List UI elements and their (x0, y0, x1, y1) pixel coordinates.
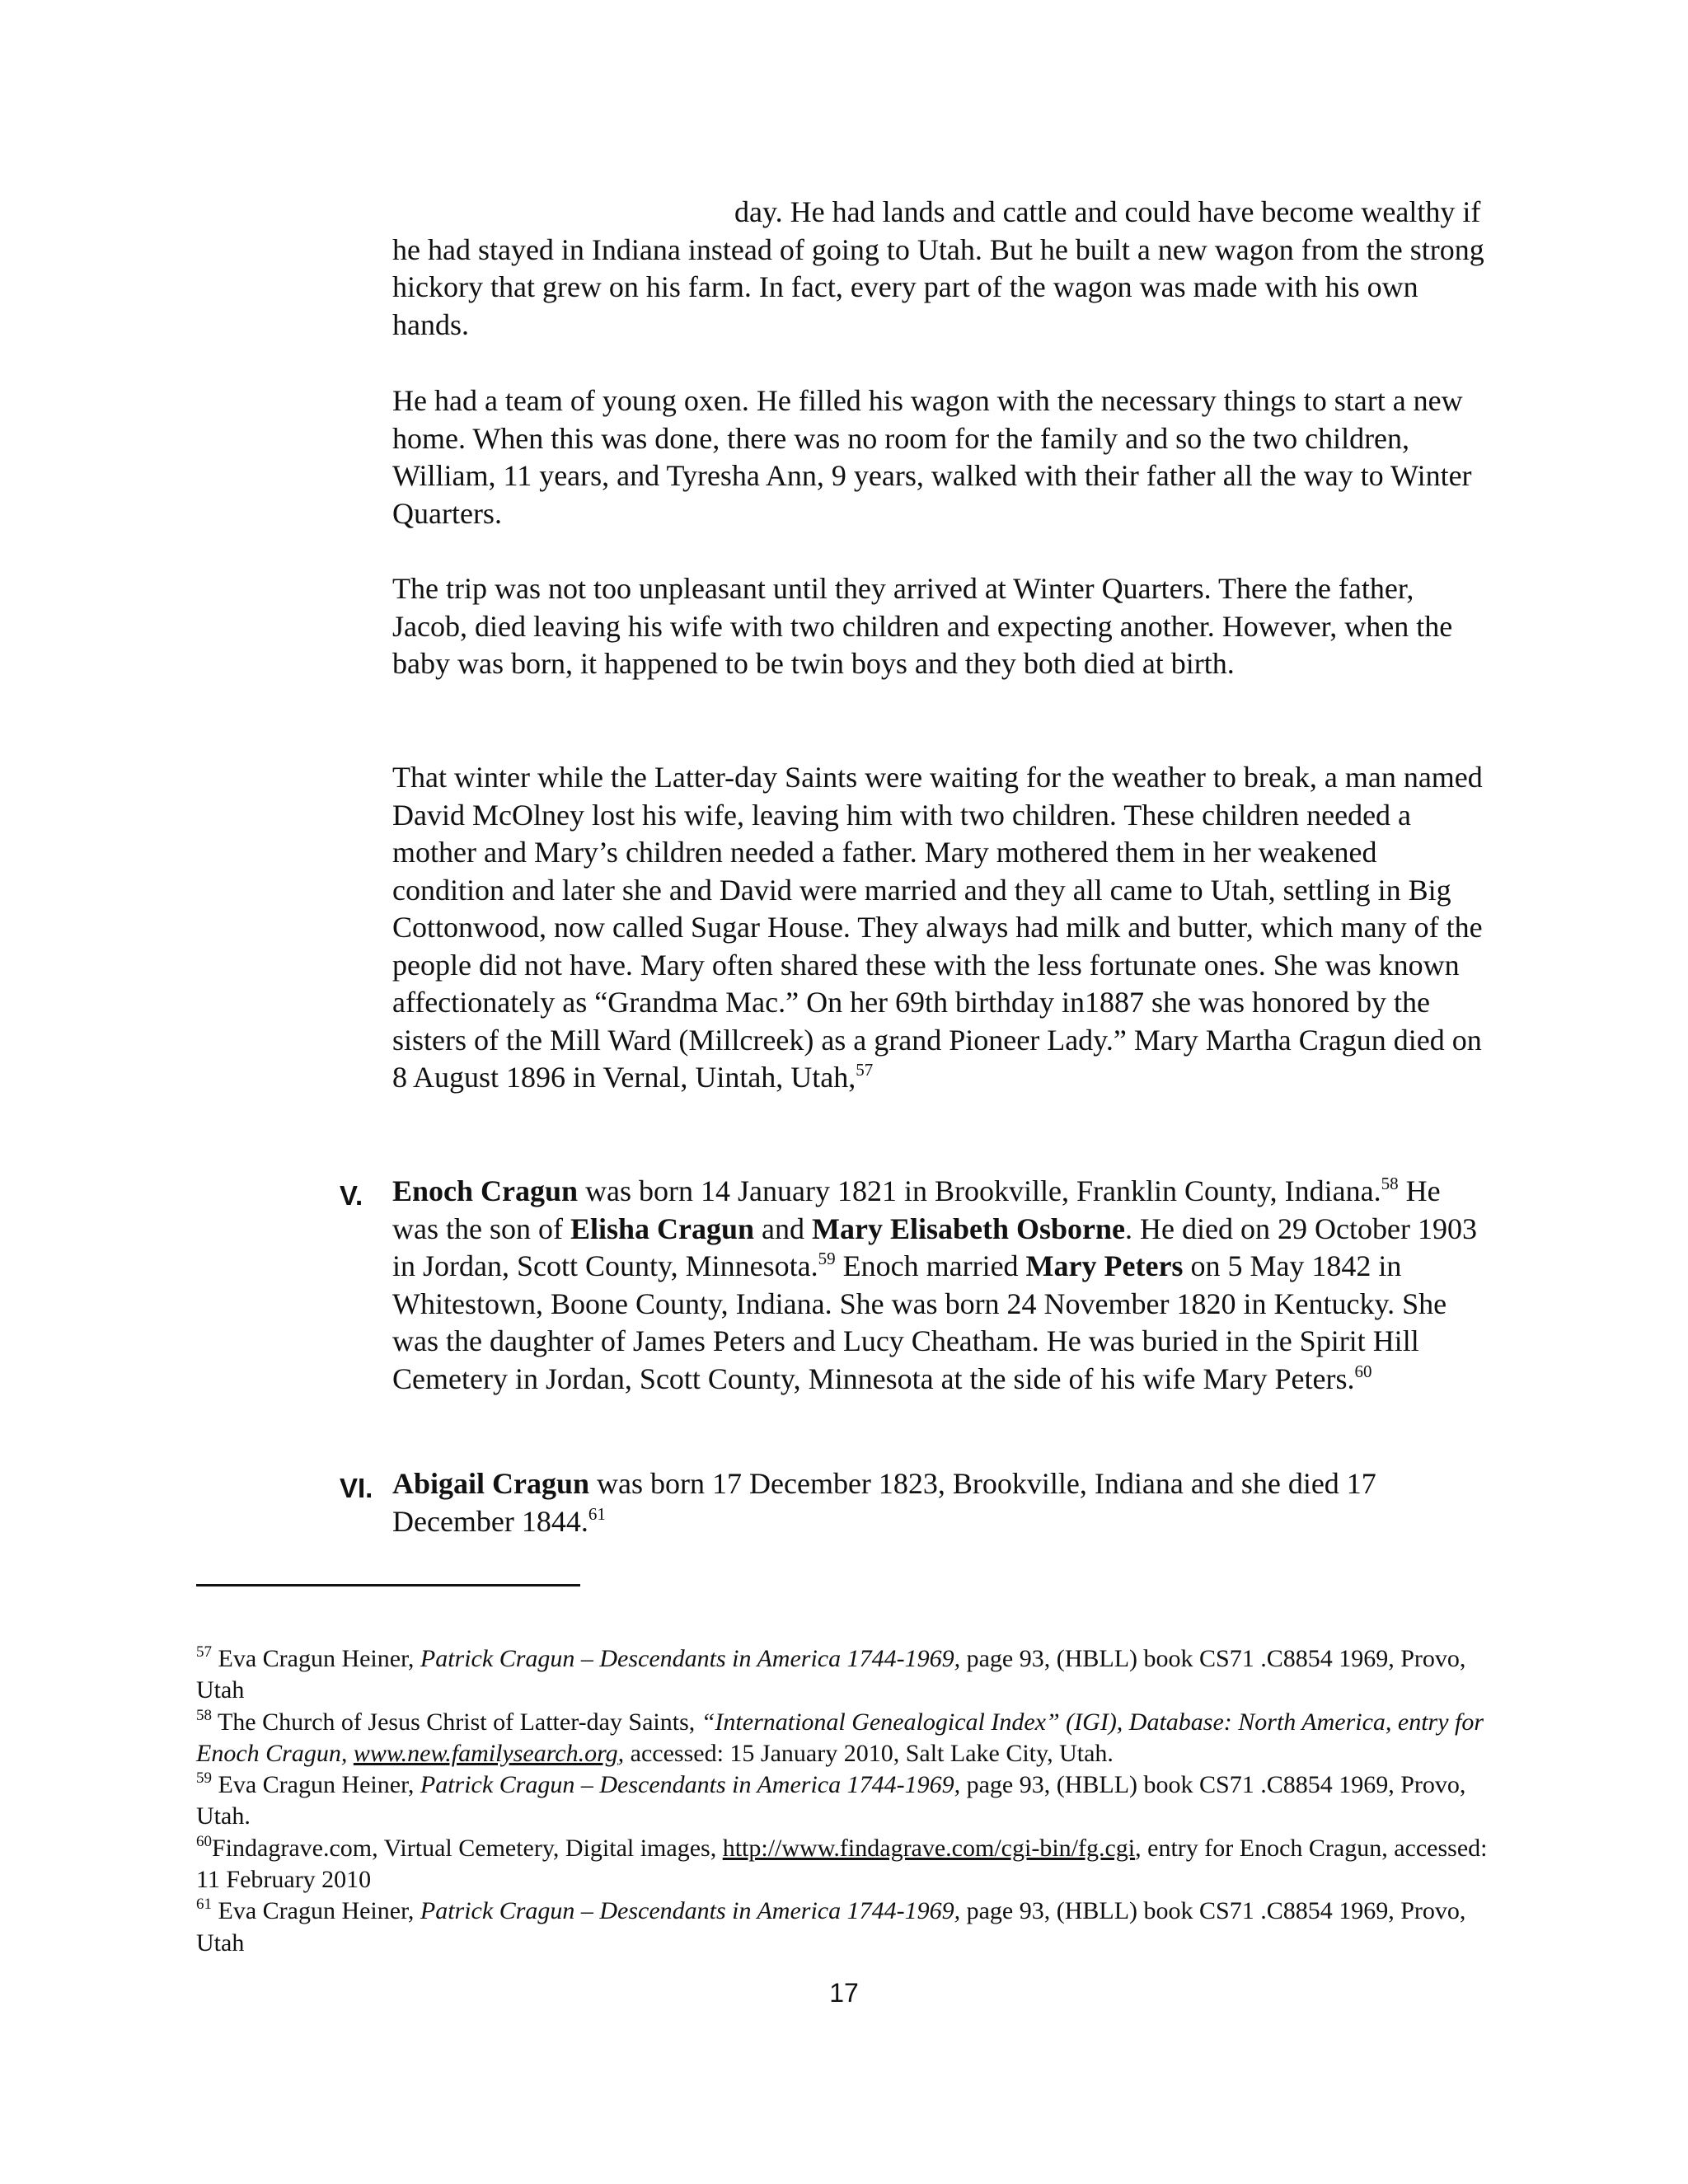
text-run: Findagrave.com, Virtual Cemetery, Digital images, (212, 1834, 723, 1862)
paragraph-grandma-mac-body: That winter while the Latter-day Saints were waiting for the weather to break, a man named David McOlney lost his wife, leaving him with two children. These children needed a mother and Mary’s children needed a father. Mary mothered them in her weakened condition and later she and David were married and they all came to Utah, settling in Big Cottonwood, now called Sugar House. They always had milk and butter, which many of the people did not have. Mary often shared these with the less fortunate ones. She was known affectionately as “Grandma Mac.” On her 69th birthday in1887 she was honored by the sisters of the Mill Ward (Millcreek) as a grand Pioneer Lady.” Mary Martha Cragun died on 8 August 1896 in Vernal, Uintah, Utah, (392, 761, 1483, 1094)
footnote-60 (196, 1833, 1498, 1896)
paragraph-oxen-text: He had a team of young oxen. He filled his wagon with the necessary things to start a new home. When this was done, there was no room for the family and so the two children, William, 11 years, and Tyresha Ann, 9 years, walked with their father all the way to Winter Quarters. (392, 384, 1472, 530)
italic-text: , (617, 1739, 625, 1767)
footnote-58 (196, 1707, 1498, 1770)
text-run: accessed: 15 January 2010, Salt Lake City, Utah. (624, 1739, 1114, 1767)
page-number: 17 (829, 1978, 859, 2008)
text-run: page 93, (HBLL) book CS71 .C8854 1969, Provo, Utah. (196, 1771, 1466, 1830)
footnote-61 (196, 1896, 1498, 1959)
text-run: page 93, (HBLL) book CS71 .C8854 1969, Provo, Utah (196, 1897, 1466, 1957)
text-run: was born 14 January 1821 in Brookville, Franklin County, Indiana. (578, 1174, 1381, 1207)
footnote-number: 59 (196, 1769, 212, 1788)
paragraph-grandma-mac-text (392, 759, 1493, 1097)
entry-abigail-cragun-text (392, 1465, 1489, 1540)
text-run: Enoch married (835, 1249, 1026, 1282)
footnote-number: 61 (196, 1896, 212, 1914)
italic-text: “International Genealogical Index” (IGI), Database: North America, entry for Enoch Cragun, (196, 1708, 1484, 1767)
italic-text: Patrick Cragun – Descendants in America 1744-1969, (420, 1771, 961, 1799)
paragraph-winter-quarters (392, 570, 1484, 683)
text-run: Eva Cragun Heiner, (212, 1771, 420, 1799)
text-run: , entry for Enoch Cragun, accessed: 11 February 2010 (196, 1834, 1488, 1894)
text-run: . He died on 29 October 1903 in Jordan, Scott County, Minnesota. (392, 1212, 1477, 1282)
italic-text: Patrick Cragun – Descendants in America 1744-1969, (420, 1645, 961, 1672)
footnote-ref: 59 (818, 1249, 836, 1268)
footnote-ref: 58 (1381, 1174, 1399, 1193)
bold-name: Enoch Cragun (392, 1174, 579, 1207)
text-run: Eva Cragun Heiner, (212, 1645, 420, 1672)
footnote-separator (196, 1584, 580, 1586)
entry-enoch-cragun (392, 1173, 1489, 1398)
text-run: and (754, 1212, 813, 1245)
text-run: Eva Cragun Heiner, (212, 1897, 420, 1925)
text-run: page 93, (HBLL) book CS71 .C8854 1969, Provo, Utah (196, 1645, 1466, 1704)
footnote-number: 58 (196, 1706, 212, 1724)
link-text: http://www.findagrave.com/cgi-bin/fg.cgi (722, 1834, 1136, 1862)
italic-text: Patrick Cragun – Descendants in America 1744-1969, (420, 1897, 961, 1925)
paragraph-wagon (392, 194, 1484, 344)
footnotes (196, 1643, 1498, 1959)
text-run: He was the son of (392, 1174, 1441, 1245)
paragraph-winter-quarters-text: The trip was not too unpleasant until they arrived at Winter Quarters. There the father, Jacob, died leaving his wife with two children and expecting another. However, when the baby was born, it happened to be twin boys and they both died at birth. (392, 572, 1453, 680)
entry-abigail-cragun (392, 1465, 1489, 1540)
bold-name: Mary Peters (1025, 1249, 1184, 1282)
footnote-57 (196, 1643, 1498, 1707)
footnote-number: 57 (196, 1643, 212, 1661)
entry-numeral-v: V. (340, 1180, 363, 1211)
footnote-ref-57: 57 (856, 1060, 874, 1080)
footnote-number: 60 (196, 1832, 212, 1850)
entry-enoch-cragun-text (392, 1173, 1489, 1398)
paragraph-wagon-text: day. He had lands and cattle and could have become wealthy if he had stayed in Indiana instead of going to Utah. But he built a new wagon from the strong hickory that grew on his farm. In fact, every part of the wagon was made with his own hands. (392, 195, 1484, 341)
bold-name: Elisha Cragun (570, 1212, 755, 1245)
entry-numeral-vi: VI. (340, 1473, 373, 1503)
text-run: was born 17 December 1823, Brookville, Indiana and she died 17 December 1844. (392, 1467, 1376, 1538)
paragraph-grandma-mac (392, 759, 1493, 1097)
footnote-ref: 61 (588, 1503, 606, 1524)
footnote-59 (196, 1769, 1498, 1833)
text-run: The Church of Jesus Christ of Latter-day Saints, (212, 1708, 701, 1736)
bold-name: Abigail Cragun (392, 1467, 590, 1500)
footnote-ref: 60 (1354, 1361, 1372, 1381)
text-run: on 5 May 1842 in Whitestown, Boone County, Indiana. She was born 24 November 1820 in Kentucky. She was the daughter of James Peters and Lucy Cheatham. He was buried in the Spirit Hill Cemetery in Jordan, Scott County, Minnesota at the side of his wife Mary Peters. (392, 1249, 1447, 1395)
paragraph-oxen (392, 382, 1484, 532)
link-text: www.new.familysearch.org (353, 1739, 618, 1767)
bold-name: Mary Elisabeth Osborne (812, 1212, 1126, 1245)
